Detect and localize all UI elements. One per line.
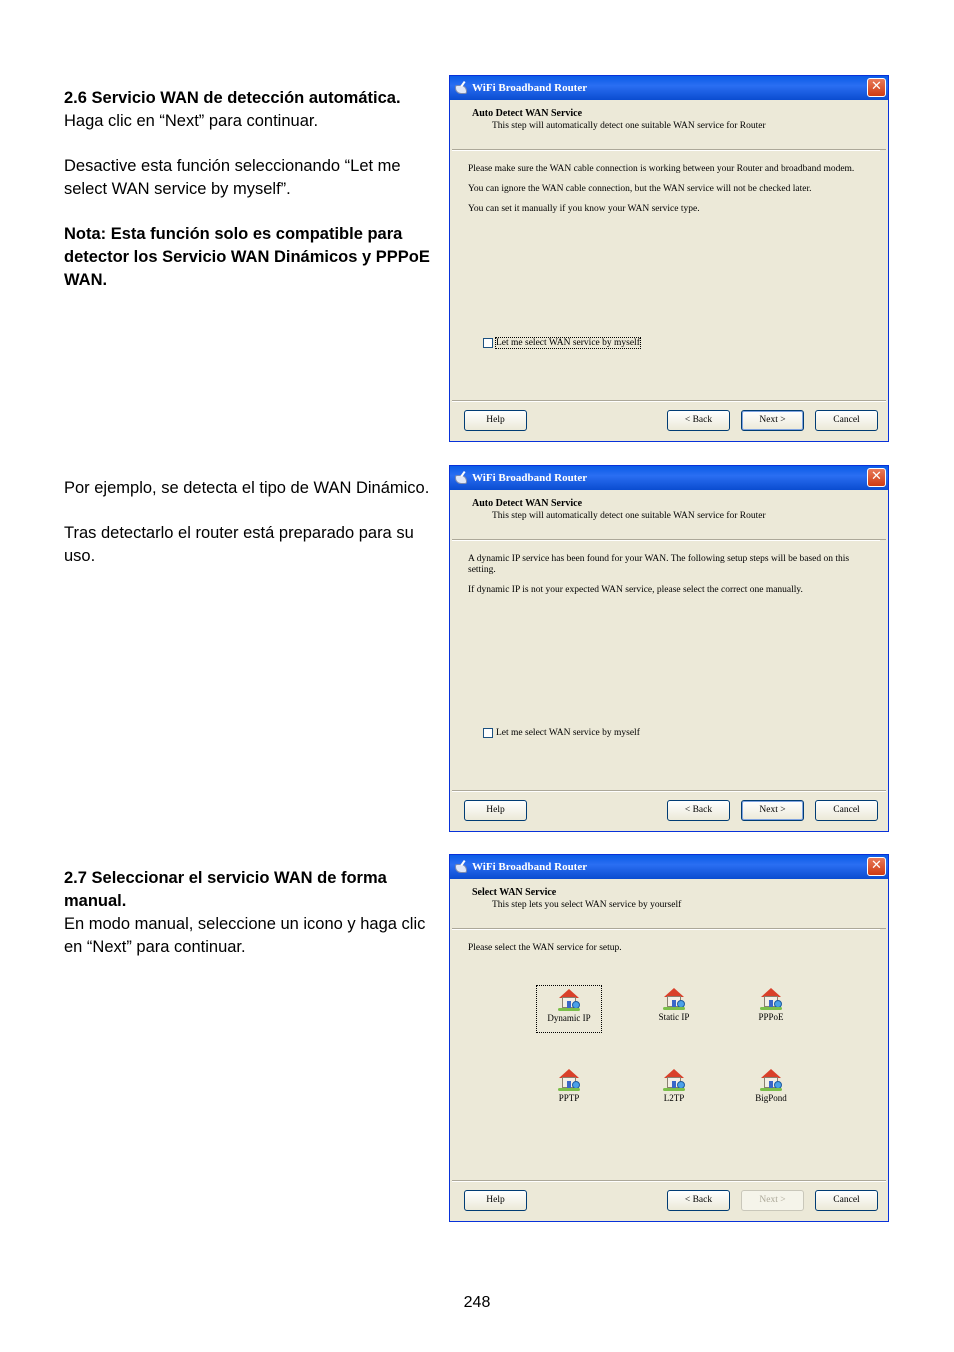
wizard-step-subtitle: This step will automatically detect one suitable WAN service for Router (492, 511, 766, 521)
wizard-body (450, 929, 888, 1193)
manual-instruction: En modo manual, seleccione un icono y haga clic en “Next” para continuar. (64, 915, 426, 956)
wizard-step-subtitle: This step lets you select WAN service by yourself (492, 900, 682, 910)
next-button[interactable]: Next > (741, 800, 804, 821)
section-heading: 2.7 Seleccionar el servicio WAN de forma manual. (64, 869, 387, 910)
cancel-button[interactable]: Cancel (815, 1190, 878, 1211)
title-bar[interactable] (450, 466, 888, 490)
help-button[interactable]: Help (464, 1190, 527, 1211)
wizard-body (450, 540, 888, 596)
wizard-body (450, 150, 888, 215)
back-button[interactable]: < Back (667, 800, 730, 821)
cancel-button[interactable]: Cancel (815, 800, 878, 821)
info-line: Please select the WAN service for setup. (468, 943, 622, 953)
manual-select-checkbox[interactable] (483, 728, 493, 738)
wizard-header (452, 879, 886, 929)
section-example-text (64, 477, 440, 590)
wan-option-label: PPPoE (758, 1012, 784, 1022)
cancel-button[interactable]: Cancel (815, 410, 878, 431)
back-button[interactable]: < Back (667, 410, 730, 431)
wan-option-label: BigPond (755, 1093, 787, 1103)
dialog-select-wan (449, 854, 889, 1222)
close-button[interactable]: ✕ (867, 78, 886, 97)
wizard-step-title: Auto Detect WAN Service (472, 498, 583, 509)
back-button[interactable]: < Back (667, 1190, 730, 1211)
wan-option-label: Static IP (658, 1012, 690, 1022)
next-button[interactable]: Next > (741, 1190, 804, 1211)
section-heading: 2.6 Servicio WAN de detección automática. (64, 89, 401, 107)
wan-option-dynamic-ip[interactable] (536, 985, 602, 1033)
info-line: A dynamic IP service has been found for your WAN. The following setup steps will be based on this setting. (468, 554, 850, 575)
window-title: WiFi Broadband Router (472, 472, 588, 484)
manual-select-label[interactable]: Let me select WAN service by myself (496, 338, 640, 348)
house-network-icon (760, 988, 782, 1010)
next-button[interactable]: Next > (741, 410, 804, 431)
house-network-icon (558, 1069, 580, 1091)
dialog-auto-detect-result (449, 465, 889, 832)
dialog-auto-detect (449, 75, 889, 442)
house-network-icon (558, 989, 580, 1011)
title-bar[interactable] (450, 855, 888, 879)
wizard-step-subtitle: This step will automatically detect one suitable WAN service for Router (492, 121, 766, 131)
wizard-step-title: Select WAN Service (472, 887, 557, 898)
wan-option-pptp[interactable] (536, 1066, 602, 1114)
info-line: If dynamic IP is not your expected WAN service, please select the correct one manually. (468, 585, 803, 595)
wan-option-l2tp[interactable] (641, 1066, 707, 1114)
section-auto-detect-text (64, 87, 440, 314)
example-text: Por ejemplo, se detecta el tipo de WAN Dinámico. (64, 479, 430, 497)
wizard-step-title: Auto Detect WAN Service (472, 108, 583, 119)
house-network-icon (663, 1069, 685, 1091)
info-line: Please make sure the WAN cable connection is working between your Router and broadband modem. (468, 164, 855, 174)
antenna-icon (454, 471, 468, 485)
section-manual-select-text (64, 867, 440, 981)
wan-option-label: L2TP (663, 1093, 685, 1103)
disable-instruction: Desactive esta función seleccionando “Let me select WAN service by myself”. (64, 157, 401, 198)
antenna-icon (454, 81, 468, 95)
wizard-header (452, 100, 886, 150)
wizard-footer (452, 790, 886, 831)
wan-option-static-ip[interactable] (641, 985, 707, 1033)
title-bar[interactable] (450, 76, 888, 100)
wan-option-pppoe[interactable] (738, 985, 804, 1033)
window-title: WiFi Broadband Router (472, 861, 588, 873)
wan-option-label: Dynamic IP (547, 1013, 591, 1023)
wan-option-label: PPTP (558, 1093, 580, 1103)
close-button[interactable]: ✕ (867, 857, 886, 876)
house-network-icon (760, 1069, 782, 1091)
house-network-icon (663, 988, 685, 1010)
manual-select-label[interactable]: Let me select WAN service by myself (496, 728, 640, 738)
wizard-header (452, 490, 886, 540)
ready-text: Tras detectarlo el router está preparado para su uso. (64, 524, 414, 565)
manual-select-checkbox-row[interactable] (483, 338, 640, 348)
compatibility-note: Nota: Esta función solo es compatible para detector los Servicio WAN Dinámicos y PPPoE WAN. (64, 225, 430, 289)
page-number: 248 (463, 1294, 491, 1311)
close-button[interactable]: ✕ (867, 468, 886, 487)
wizard-footer (452, 1180, 886, 1221)
info-line: You can ignore the WAN cable connection, but the WAN service will not be checked later. (468, 184, 812, 194)
antenna-icon (454, 860, 468, 874)
manual-select-checkbox-row[interactable] (483, 728, 640, 738)
wizard-footer (452, 400, 886, 441)
window-title: WiFi Broadband Router (472, 82, 588, 94)
help-button[interactable]: Help (464, 410, 527, 431)
info-line: You can set it manually if you know your WAN service type. (468, 204, 700, 214)
instruction-text: Haga clic en “Next” para continuar. (64, 112, 319, 130)
help-button[interactable]: Help (464, 800, 527, 821)
manual-select-checkbox[interactable] (483, 338, 493, 348)
wan-option-bigpond[interactable] (738, 1066, 804, 1114)
